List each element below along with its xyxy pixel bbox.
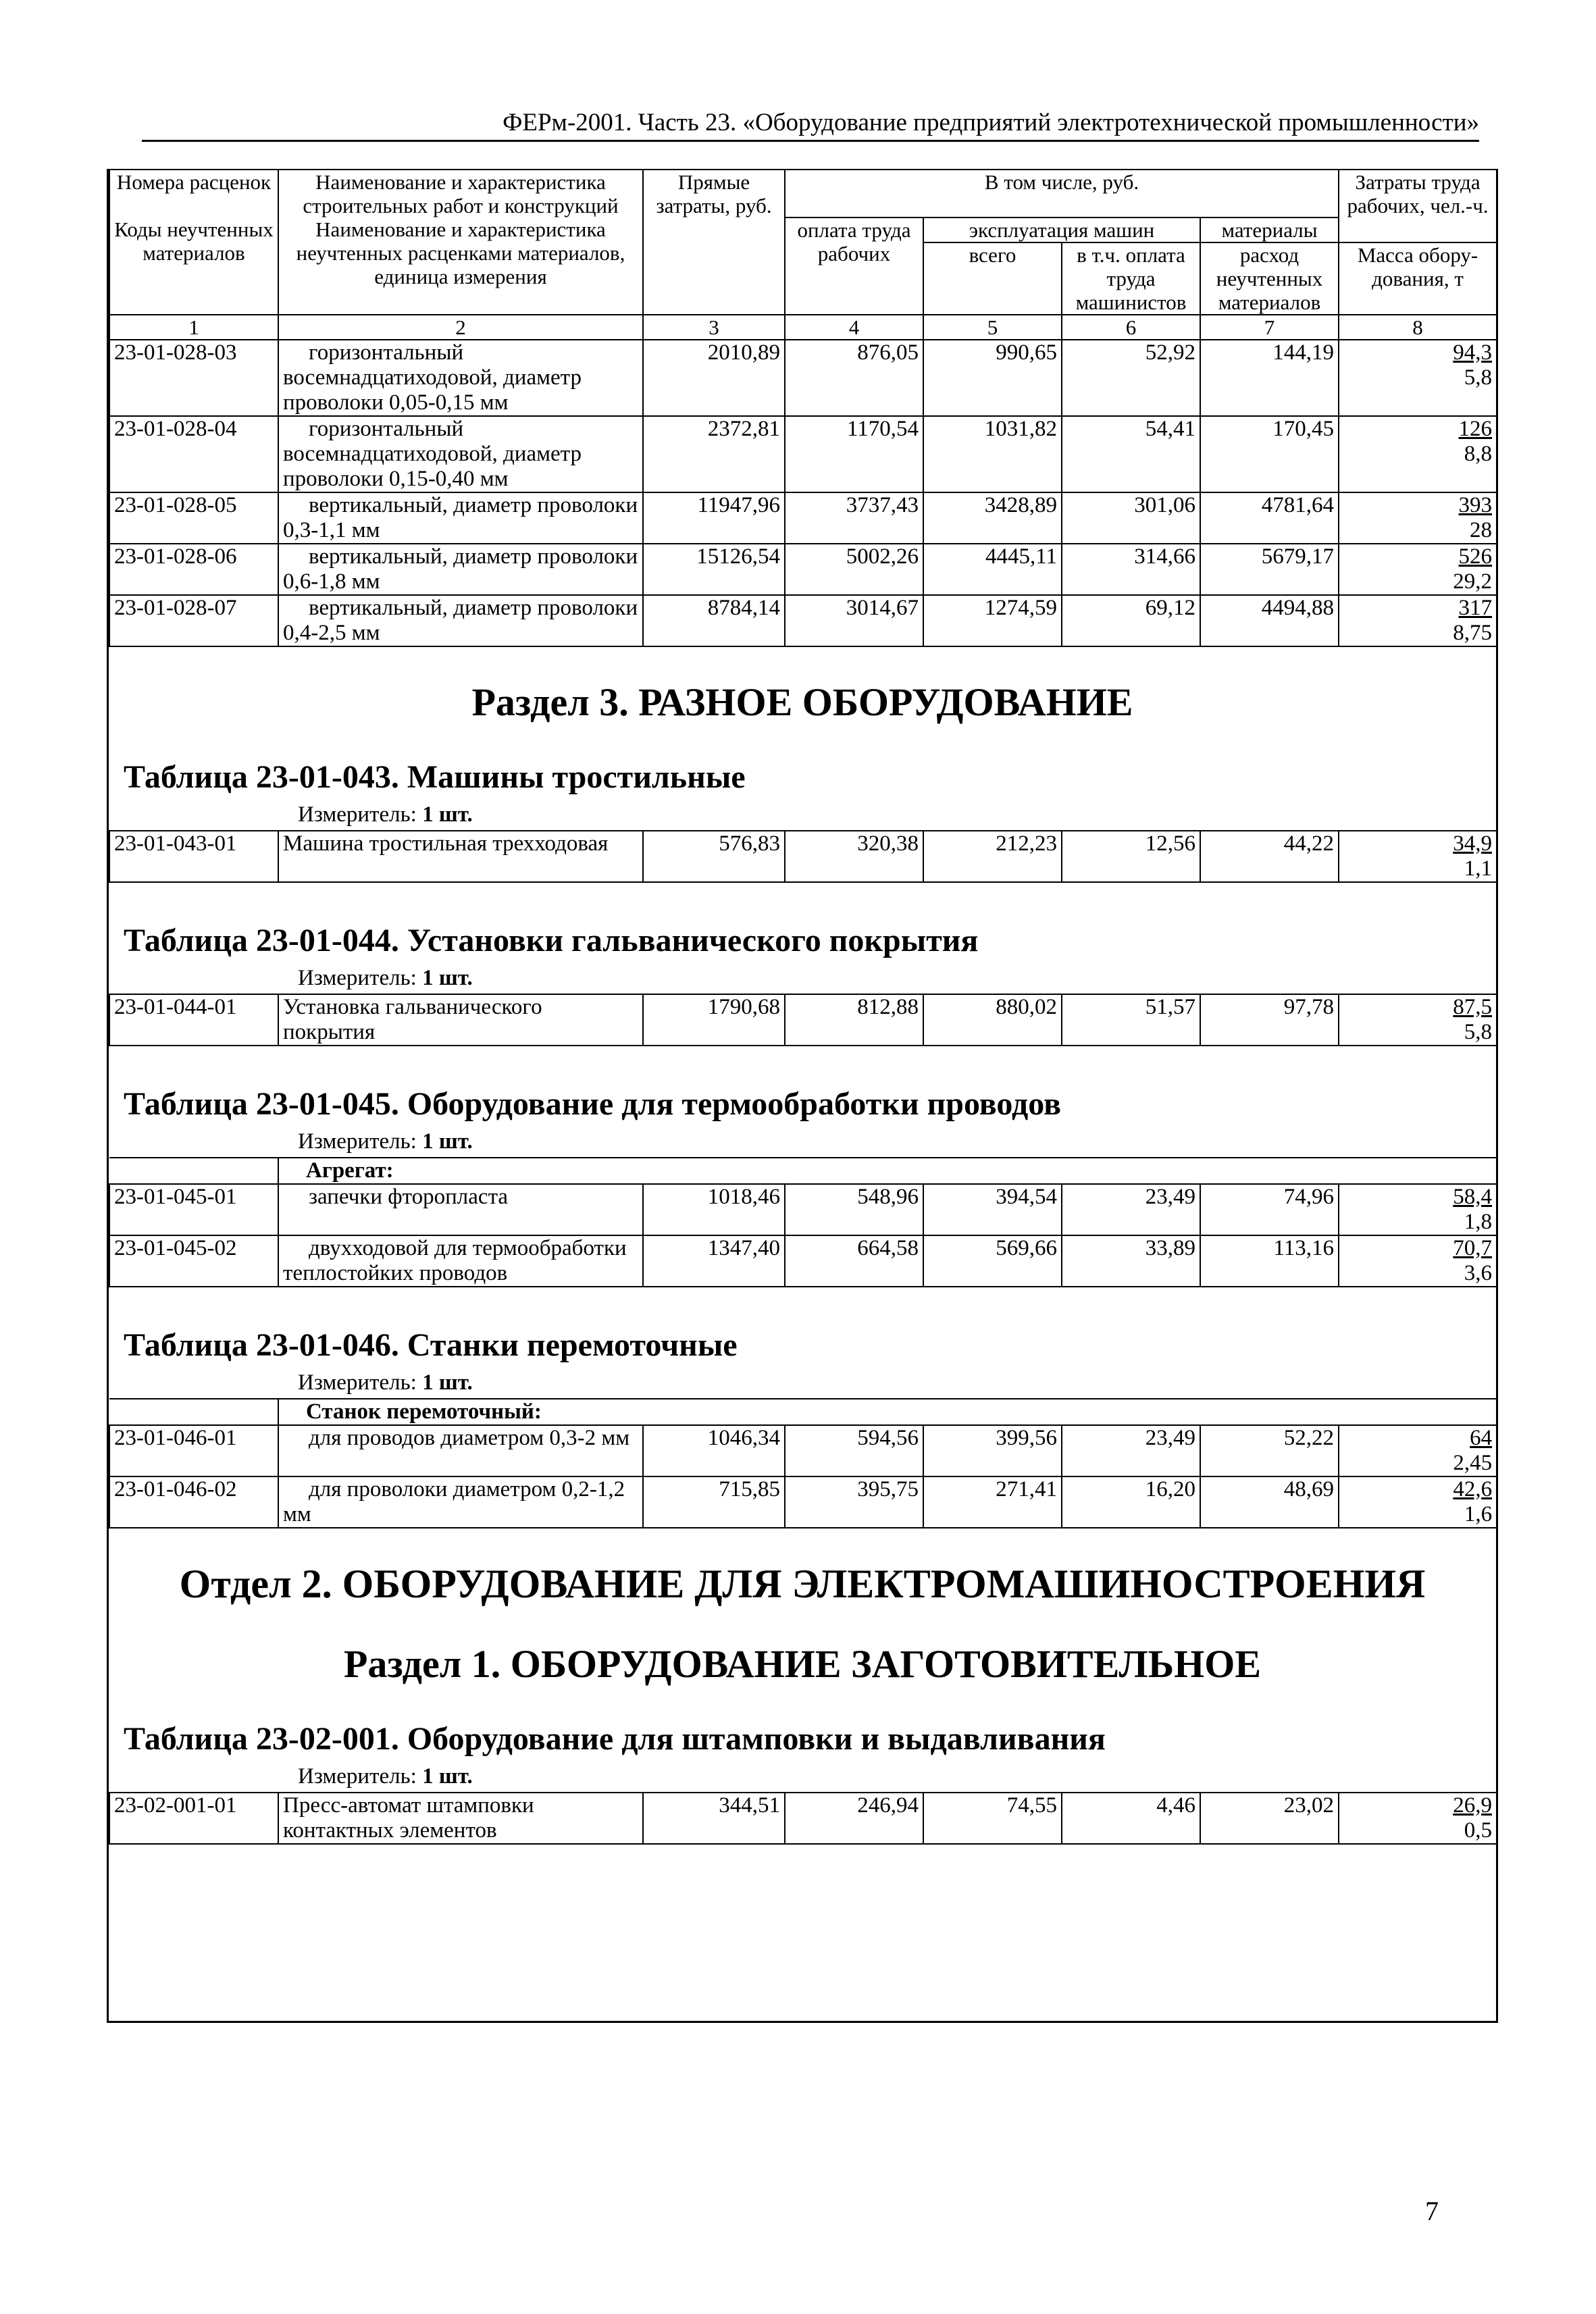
item-name: двухходовой для термообработки теплостойких проводов — [278, 1235, 643, 1287]
machines-total: 880,02 — [923, 994, 1062, 1046]
running-header: ФЕРм-2001. Часть 23. «Оборудование предприятий электротехнической промышленности» — [142, 108, 1479, 142]
labor-and-mass — [1339, 1235, 1497, 1287]
labor-value: 126 — [1458, 417, 1493, 441]
col-material-name: Наименование и характеристика неучтенных расценками материалов, единица измерения — [278, 217, 643, 315]
direct-costs: 8784,14 — [643, 595, 785, 646]
machines-total: 394,54 — [923, 1184, 1062, 1235]
mass-value: 8,75 — [1453, 621, 1493, 645]
machines-total: 3428,89 — [923, 492, 1062, 544]
labor-and-mass — [1339, 492, 1497, 544]
materials: 144,19 — [1200, 340, 1339, 416]
table-row — [109, 340, 1497, 416]
materials: 52,22 — [1200, 1425, 1339, 1476]
group-label: Станок перемоточный: — [278, 1399, 1497, 1425]
direct-costs: 1046,34 — [643, 1425, 785, 1476]
rate-code: 23-01-046-01 — [109, 1425, 278, 1476]
labor-and-mass — [1339, 1425, 1497, 1476]
table-044-meter: Измеритель: 1 шт. — [298, 966, 473, 990]
rate-code: 23-01-045-02 — [109, 1235, 278, 1287]
item-name: Машина тростильная трехходовая — [278, 831, 643, 882]
machinist-wages: 16,20 — [1062, 1476, 1200, 1528]
machines-total: 569,66 — [923, 1235, 1062, 1287]
machinist-wages: 23,49 — [1062, 1425, 1200, 1476]
materials: 48,69 — [1200, 1476, 1339, 1528]
direct-costs: 1790,68 — [643, 994, 785, 1046]
table-043-meter: Измеритель: 1 шт. — [298, 802, 473, 827]
direct-costs: 1347,40 — [643, 1235, 785, 1287]
col-material-codes: Коды неучтенных материалов — [109, 217, 278, 315]
rate-code: 23-02-001-01 — [109, 1793, 278, 1844]
col-num-8: 8 — [1339, 315, 1497, 340]
worker-wages: 5002,26 — [785, 544, 923, 595]
machinist-wages: 52,92 — [1062, 340, 1200, 416]
materials: 170,45 — [1200, 416, 1339, 492]
machinist-wages: 301,06 — [1062, 492, 1200, 544]
table-046 — [109, 1398, 1497, 1528]
materials: 113,16 — [1200, 1235, 1339, 1287]
col-including: В том числе, руб. — [785, 170, 1339, 217]
table-045-title: Таблица 23-01-045. Оборудование для термообработки проводов — [124, 1086, 1061, 1122]
mass-value: 5,8 — [1464, 365, 1493, 390]
rate-code: 23-01-028-05 — [109, 492, 278, 544]
col-machines: эксплуатация машин — [923, 217, 1200, 242]
mass-value: 5,8 — [1464, 1020, 1492, 1044]
col-machinist-wages: в т.ч. оплата труда машинистов — [1062, 242, 1200, 315]
machines-total: 271,41 — [923, 1476, 1062, 1528]
page-body — [107, 169, 1498, 2023]
table-row — [109, 492, 1497, 544]
item-name: для проводов диаметром 0,3-2 мм — [278, 1425, 643, 1476]
worker-wages: 320,38 — [785, 831, 923, 882]
machinist-wages: 12,56 — [1062, 831, 1200, 882]
col-labor: Затраты труда рабочих, чел.-ч. — [1339, 170, 1497, 242]
col-num-6: 6 — [1062, 315, 1200, 340]
table-043 — [109, 830, 1497, 883]
worker-wages: 395,75 — [785, 1476, 923, 1528]
labor-value: 42,6 — [1453, 1477, 1493, 1501]
labor-value: 64 — [1470, 1426, 1493, 1450]
machines-total: 212,23 — [923, 831, 1062, 882]
labor-value: 94,3 — [1453, 340, 1493, 365]
labor-value: 317 — [1458, 596, 1493, 620]
machinist-wages: 69,12 — [1062, 595, 1200, 646]
table-044-title: Таблица 23-01-044. Установки гальванического покрытия — [124, 923, 979, 958]
labor-and-mass — [1339, 831, 1497, 882]
machinist-wages: 54,41 — [1062, 416, 1200, 492]
machinist-wages: 314,66 — [1062, 544, 1200, 595]
table-044 — [109, 994, 1497, 1046]
labor-value: 58,4 — [1453, 1185, 1493, 1209]
table-045 — [109, 1157, 1497, 1287]
machines-total: 990,65 — [923, 340, 1062, 416]
direct-costs: 715,85 — [643, 1476, 785, 1528]
rate-code: 23-01-028-03 — [109, 340, 278, 416]
machinist-wages: 23,49 — [1062, 1184, 1200, 1235]
worker-wages: 548,96 — [785, 1184, 923, 1235]
table-row — [109, 831, 1497, 882]
rate-code: 23-01-043-01 — [109, 831, 278, 882]
direct-costs: 11947,96 — [643, 492, 785, 544]
rate-code: 23-01-045-01 — [109, 1184, 278, 1235]
rate-code: 23-01-028-06 — [109, 544, 278, 595]
department-2-title: Отдел 2. ОБОРУДОВАНИЕ ДЛЯ ЭЛЕКТРОМАШИНОСТРОЕНИЯ — [179, 1562, 1426, 1606]
direct-costs: 1018,46 — [643, 1184, 785, 1235]
worker-wages: 594,56 — [785, 1425, 923, 1476]
mass-value: 2,45 — [1453, 1451, 1493, 1475]
col-num-7: 7 — [1200, 315, 1339, 340]
table-row — [109, 1793, 1497, 1844]
mass-value: 3,6 — [1464, 1261, 1493, 1285]
item-name: вертикальный, диаметр проволоки 0,3-1,1 мм — [278, 492, 643, 544]
table-row — [109, 994, 1497, 1046]
mass-value: 8,8 — [1464, 442, 1493, 466]
machines-total: 74,55 — [923, 1793, 1062, 1844]
mass-value: 1,8 — [1464, 1210, 1493, 1234]
item-name: горизонтальный восемнадцатиходовой, диаметр проволоки 0,15-0,40 мм — [278, 416, 643, 492]
worker-wages: 3014,67 — [785, 595, 923, 646]
table-row — [109, 1425, 1497, 1476]
page-number: 7 — [1425, 2196, 1439, 2226]
materials: 5679,17 — [1200, 544, 1339, 595]
materials: 23,02 — [1200, 1793, 1339, 1844]
labor-and-mass — [1339, 1476, 1497, 1528]
table-row — [109, 416, 1497, 492]
col-num-5: 5 — [923, 315, 1062, 340]
col-num-4: 4 — [785, 315, 923, 340]
item-name: Установка гальванического покрытия — [278, 994, 643, 1046]
direct-costs: 2010,89 — [643, 340, 785, 416]
col-num-2: 2 — [278, 315, 643, 340]
col-direct-costs: Прямые затраты, руб. — [643, 170, 785, 315]
mass-value: 1,6 — [1464, 1502, 1493, 1526]
labor-value: 393 — [1458, 493, 1493, 517]
labor-and-mass — [1339, 595, 1497, 646]
direct-costs: 2372,81 — [643, 416, 785, 492]
worker-wages: 876,05 — [785, 340, 923, 416]
rate-code: 23-01-028-07 — [109, 595, 278, 646]
section-3-title: Раздел 3. РАЗНОЕ ОБОРУДОВАНИЕ — [471, 680, 1133, 724]
machines-total: 1274,59 — [923, 595, 1062, 646]
labor-value: 526 — [1458, 544, 1493, 569]
table-row — [109, 1235, 1497, 1287]
col-wages: оплата труда рабочих — [785, 217, 923, 315]
rate-code: 23-01-046-02 — [109, 1476, 278, 1528]
labor-and-mass — [1339, 340, 1497, 416]
table-046-meter: Измеритель: 1 шт. — [298, 1370, 473, 1395]
materials: 97,78 — [1200, 994, 1339, 1046]
table-201-meter: Измеритель: 1 шт. — [298, 1764, 473, 1789]
rate-code: 23-01-028-04 — [109, 416, 278, 492]
labor-and-mass — [1339, 1793, 1497, 1844]
machinist-wages: 4,46 — [1062, 1793, 1200, 1844]
labor-value: 87,5 — [1453, 995, 1492, 1019]
table-row — [109, 544, 1497, 595]
col-rate-numbers: Номера расценок — [109, 170, 278, 217]
col-machines-total: всего — [923, 242, 1062, 315]
direct-costs: 344,51 — [643, 1793, 785, 1844]
materials: 4494,88 — [1200, 595, 1339, 646]
item-name: вертикальный, диаметр проволоки 0,6-1,8 мм — [278, 544, 643, 595]
labor-value: 34,9 — [1453, 831, 1492, 856]
col-work-name: Наименование и характеристика строительных работ и конструкций — [278, 170, 643, 217]
mass-value: 29,2 — [1453, 569, 1493, 594]
materials: 44,22 — [1200, 831, 1339, 882]
worker-wages: 812,88 — [785, 994, 923, 1046]
col-num-3: 3 — [643, 315, 785, 340]
labor-and-mass — [1339, 1184, 1497, 1235]
direct-costs: 576,83 — [643, 831, 785, 882]
machines-total: 4445,11 — [923, 544, 1062, 595]
labor-value: 26,9 — [1453, 1793, 1492, 1818]
table-046-title: Таблица 23-01-046. Станки перемоточные — [124, 1327, 738, 1363]
worker-wages: 3737,43 — [785, 492, 923, 544]
machinist-wages: 51,57 — [1062, 994, 1200, 1046]
worker-wages: 1170,54 — [785, 416, 923, 492]
col-mass: Масса обору-дования, т — [1339, 242, 1497, 315]
col-num-1: 1 — [109, 315, 278, 340]
worker-wages: 664,58 — [785, 1235, 923, 1287]
col-materials: материалы — [1200, 217, 1339, 242]
mass-value: 28 — [1470, 518, 1493, 542]
item-name: запечки фторопласта — [278, 1184, 643, 1235]
machinist-wages: 33,89 — [1062, 1235, 1200, 1287]
materials: 74,96 — [1200, 1184, 1339, 1235]
item-name: вертикальный, диаметр проволоки 0,4-2,5 мм — [278, 595, 643, 646]
col-material-usage: расход неучтенных материалов — [1200, 242, 1339, 315]
machines-total: 399,56 — [923, 1425, 1062, 1476]
rates-table-header — [109, 169, 1497, 647]
section-1-title: Раздел 1. ОБОРУДОВАНИЕ ЗАГОТОВИТЕЛЬНОЕ — [343, 1642, 1261, 1686]
direct-costs: 15126,54 — [643, 544, 785, 595]
mass-value: 1,1 — [1464, 856, 1492, 881]
table-043-title: Таблица 23-01-043. Машины тростильные — [124, 759, 746, 795]
labor-and-mass — [1339, 994, 1497, 1046]
item-name: горизонтальный восемнадцатиходовой, диаметр проволоки 0,05-0,15 мм — [278, 340, 643, 416]
rate-code: 23-01-044-01 — [109, 994, 278, 1046]
item-name: для проволоки диаметром 0,2-1,2 мм — [278, 1476, 643, 1528]
materials: 4781,64 — [1200, 492, 1339, 544]
table-row — [109, 1476, 1497, 1528]
worker-wages: 246,94 — [785, 1793, 923, 1844]
labor-and-mass — [1339, 544, 1497, 595]
labor-and-mass — [1339, 416, 1497, 492]
group-label: Агрегат: — [278, 1158, 1497, 1184]
labor-value: 70,7 — [1453, 1236, 1493, 1260]
table-045-meter: Измеритель: 1 шт. — [298, 1129, 473, 1154]
table-201 — [109, 1792, 1497, 1845]
item-name: Пресс-автомат штамповки контактных элементов — [278, 1793, 643, 1844]
table-row — [109, 1184, 1497, 1235]
table-201-title: Таблица 23-02-001. Оборудование для штамповки и выдавливания — [124, 1721, 1106, 1757]
machines-total: 1031,82 — [923, 416, 1062, 492]
table-row — [109, 595, 1497, 646]
mass-value: 0,5 — [1464, 1818, 1492, 1843]
